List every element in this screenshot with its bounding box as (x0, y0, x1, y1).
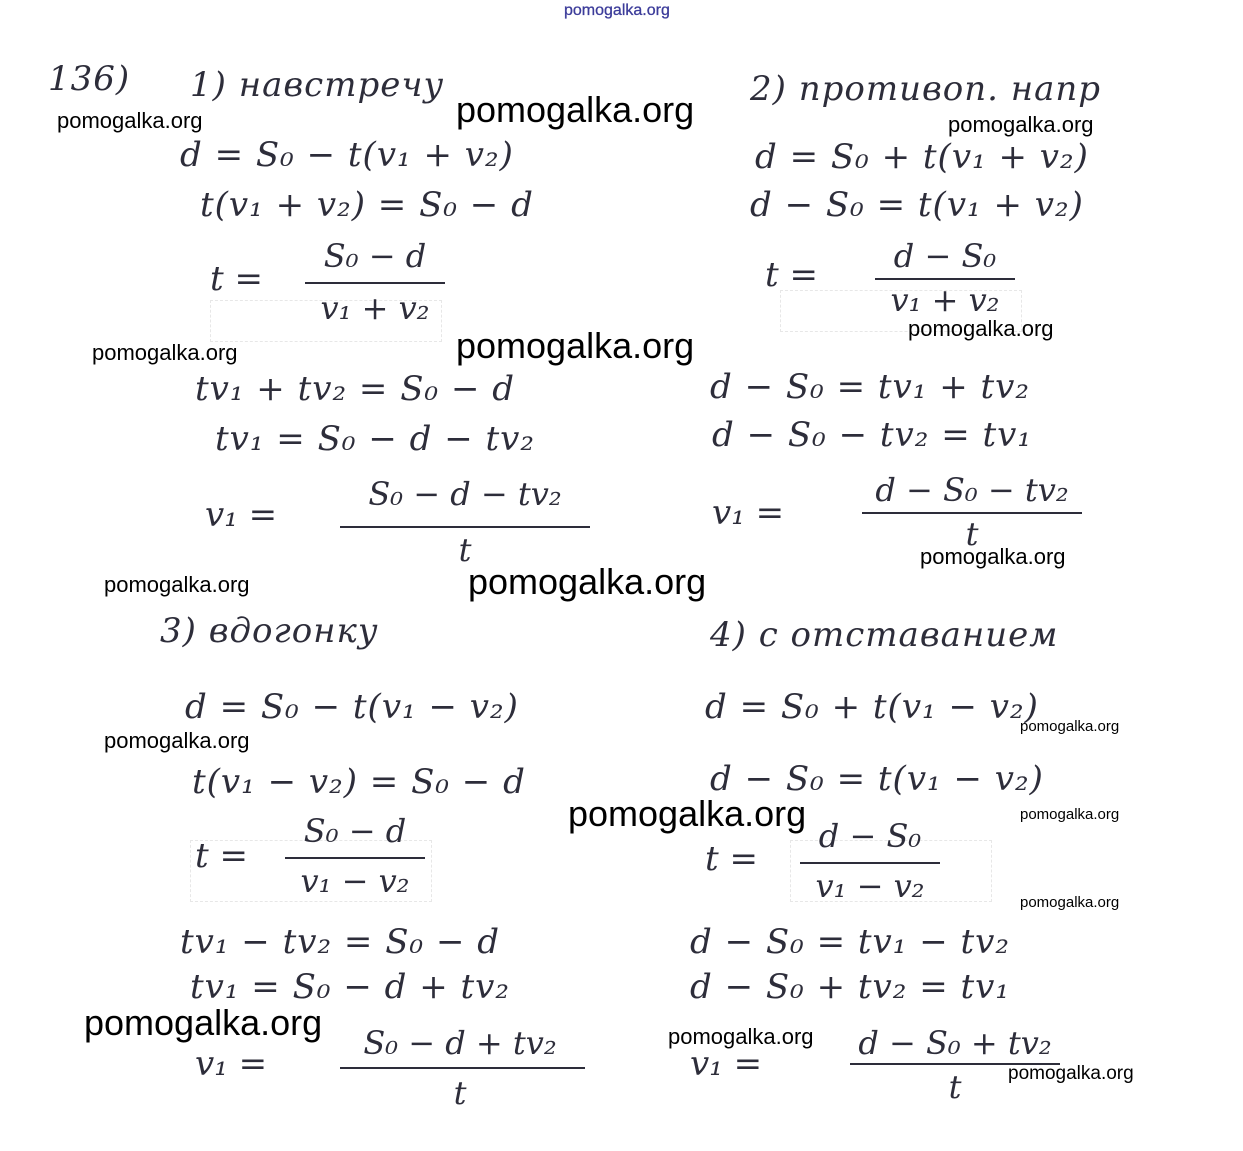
case-2-line-1: d = S₀ + t(v₁ + v₂) (755, 137, 1089, 177)
case-2-t-bar (875, 278, 1015, 280)
case-1-t-fraction (210, 237, 450, 340)
watermark: pomogalka.org (920, 544, 1066, 569)
watermark: pomogalka.org (948, 112, 1094, 137)
case-4-line-4: d − S₀ + tv₂ = tv₁ (690, 967, 1010, 1007)
case-3-heading: 3) вдогонку (160, 611, 379, 651)
case-4-t-numerator: d − S₀ (818, 817, 922, 855)
case-2-heading: 2) противоп. напр (750, 69, 1102, 109)
case-2-v-lhs: v₁ = (712, 493, 785, 533)
case-1-v-bar (340, 526, 590, 528)
case-2-v-numerator: d − S₀ − tv₂ (875, 471, 1069, 509)
watermark: pomogalka.org (468, 561, 707, 602)
watermark: pomogalka.org (84, 1002, 323, 1043)
case-1-heading: 1) навстречу (190, 65, 445, 105)
case-1-v-lhs: v₁ = (205, 495, 278, 535)
case-1-line-3: tv₁ + tv₂ = S₀ − d (195, 369, 515, 409)
case-1-line-2: t(v₁ + v₂) = S₀ − d (200, 185, 534, 225)
watermark: pomogalka.org (1008, 1063, 1134, 1084)
case-1-t-denominator: v₁ + v₂ (320, 289, 430, 327)
watermark: pomogalka.org (668, 1024, 814, 1049)
case-2-line-4: d − S₀ − tv₂ = tv₁ (712, 415, 1032, 455)
case-4-t-denominator: v₁ − v₂ (815, 867, 925, 905)
case-3-line-3: tv₁ − tv₂ = S₀ − d (180, 922, 500, 962)
watermark: pomogalka.org (104, 728, 250, 753)
case-4-t-lhs: t = (705, 839, 758, 879)
watermark: pomogalka.org (1020, 806, 1120, 823)
case-4-line-1: d = S₀ + t(v₁ − v₂) (705, 687, 1039, 727)
watermark: pomogalka.org (456, 325, 695, 366)
case-3-t-numerator: S₀ − d (303, 812, 407, 850)
case-2-t-numerator: d − S₀ (893, 237, 997, 275)
case-4-v-lhs: v₁ = (690, 1044, 763, 1084)
case-3-line-2: t(v₁ − v₂) = S₀ − d (192, 762, 526, 802)
case-1-t-bar (305, 282, 445, 284)
case-2-t-lhs: t = (765, 255, 818, 295)
case-4-line-2: d − S₀ = t(v₁ − v₂) (710, 759, 1044, 799)
case-4-heading: 4) с отставанием (710, 615, 1059, 655)
case-3-t-lhs: t = (195, 836, 248, 876)
case-1-t-numerator: S₀ − d (323, 237, 427, 275)
case-3-t-bar (285, 857, 425, 859)
case-3-t-denominator: v₁ − v₂ (300, 862, 410, 900)
case-1-line-4: tv₁ = S₀ − d − tv₂ (215, 419, 535, 459)
watermark: pomogalka.org (92, 340, 238, 365)
case-2-t-denominator: v₁ + v₂ (890, 281, 1000, 319)
case-4-v-denominator: t (948, 1068, 962, 1106)
problem-number: 136) (48, 59, 131, 99)
case-3-v-lhs: v₁ = (195, 1044, 268, 1084)
case-2-t-fraction (765, 237, 1025, 320)
watermark: pomogalka.org (564, 2, 670, 19)
case-1-line-1: d = S₀ − t(v₁ + v₂) (180, 135, 514, 175)
case-2-v-bar (862, 512, 1082, 514)
case-3-line-1: d = S₀ − t(v₁ − v₂) (185, 687, 519, 727)
case-3-v-numerator: S₀ − d + tv₂ (363, 1024, 557, 1062)
case-3-v-denominator: t (453, 1074, 467, 1112)
case-3-t-fraction (195, 812, 435, 905)
watermark: pomogalka.org (908, 316, 1054, 341)
case-2-line-3: d − S₀ = tv₁ + tv₂ (710, 367, 1030, 407)
case-2-line-2: d − S₀ = t(v₁ + v₂) (750, 185, 1084, 225)
watermark: pomogalka.org (568, 793, 807, 834)
case-1-v-denominator: t (458, 531, 472, 569)
watermark: pomogalka.org (1020, 718, 1120, 735)
watermark: pomogalka.org (456, 89, 695, 130)
case-3-v-bar (340, 1067, 585, 1069)
case-3-line-4: tv₁ = S₀ − d + tv₂ (190, 967, 510, 1007)
case-1-v-numerator: S₀ − d − tv₂ (368, 475, 562, 513)
case-4-line-3: d − S₀ = tv₁ − tv₂ (690, 922, 1010, 962)
case-2-v-denominator: t (965, 515, 979, 553)
case-4-v-numerator: d − S₀ + tv₂ (858, 1024, 1052, 1062)
case-1-t-lhs: t = (210, 259, 263, 299)
case-1-v-fraction (205, 475, 595, 569)
watermark: pomogalka.org (104, 572, 250, 597)
case-4-t-bar (800, 862, 940, 864)
watermark: pomogalka.org (57, 108, 203, 133)
watermark: pomogalka.org (1020, 894, 1120, 911)
case-2-v-fraction (712, 471, 1092, 554)
